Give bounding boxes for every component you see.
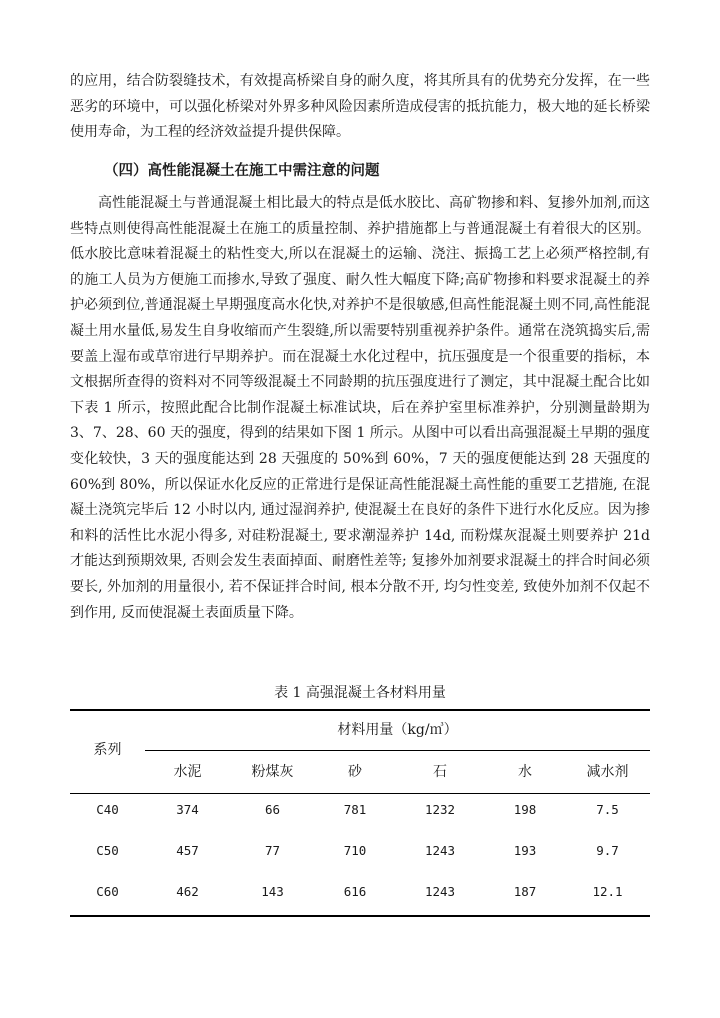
value-cell: 462: [176, 884, 199, 899]
value-cell: 12.1: [592, 884, 623, 899]
table-top-rule: [70, 709, 650, 711]
value-cell: 9.7: [596, 843, 619, 858]
series-cell: C60: [96, 884, 119, 899]
table-bottom-rule: [70, 915, 650, 917]
value-cell: 1243: [424, 843, 456, 858]
column-header: 水泥: [173, 764, 202, 780]
column-header: 粉煤灰: [251, 764, 294, 780]
table-header-rule: [70, 793, 650, 794]
series-cell: C40: [96, 802, 119, 817]
value-cell: 781: [343, 802, 367, 817]
column-header: 石: [433, 764, 447, 780]
value-cell: 193: [513, 843, 537, 858]
value-cell: 187: [513, 884, 537, 899]
row-header-label: 系列: [93, 742, 122, 758]
value-cell: 77: [264, 843, 281, 858]
value-cell: 7.5: [596, 802, 619, 817]
value-cell: 198: [513, 802, 537, 817]
value-cell: 374: [176, 802, 199, 817]
series-cell: C50: [96, 843, 119, 858]
value-cell: 1232: [424, 802, 456, 817]
column-header: 水: [518, 764, 532, 780]
group-header-label: 材料用量（kg/㎥）: [337, 722, 458, 738]
value-cell: 143: [261, 884, 284, 899]
value-cell: 1243: [424, 884, 456, 899]
table-group-rule: [145, 750, 650, 751]
value-cell: 66: [264, 802, 281, 817]
table-caption: 表 1 高强混凝土各材料用量: [274, 685, 446, 701]
value-cell: 457: [176, 843, 199, 858]
section-heading: （四）高性能混凝土在施工中需注意的问题: [104, 163, 380, 179]
body-paragraph: 高性能混凝土与普通混凝土相比最大的特点是低水胶比、高矿物掺和料、复掺外加剂,而这些特点则使得高性能混凝土在施工的质量控制、养护措施都上与普通混凝土有着很大的区别。低水胶比意味着混凝土的粘性变大,所以在混凝土的运输、浇注、振捣工艺上必须严格控制,有的施工人员为方便施工而掺水,导致了强度、耐久性大幅度下降;高矿物掺和料要求混凝土的养护必须到位,普通混凝土早期强度高水化快,对养护不是很敏感,但高性能混凝土则不同,高性能混凝土用水量低,易发生自身收缩而产生裂缝,所以需要特别重视养护条件。通常在浇筑捣实后,需要盖上湿布或草帘进行早期养护。而在混凝土水化过程中，抗压强度是一个很重要的指标，本文根据所查得的资料对不同等级混凝土不同龄期的抗压强度进行了测定，其中混凝土配合比如下表 1 所示，按照此配合比制作混凝土标准试块，后在养护室里标准养护，分别测量龄期为 3、7、28、60 天的强度，得到的结果如下图 1 所示。从图中可以看出高强混凝土早期的强度变化较快，3 天的强度能达到 28 天强度的 50%到 60%，7 天的强度便能达到 28 天强度的 60%到 80%，所以保证水化反应的正常进行是保证高性能混凝土高性能的重要工艺措施, 在混凝土浇筑完毕后 12 小时以内, 通过湿润养护, 使混凝土在良好的条件下进行水化反应。因为掺和料的活性比水泥小得多, 对硅粉混凝土, 要求潮湿养护 14d, 而粉煤灰混凝土则要养护 21d 才能达到预期效果, 否则会发生表面掉面、耐磨性差等; 复掺外加剂要求混凝土的拌合时间必须要长, 外加剂的用量很小, 若不保证拌合时间, 根本分散不开, 均匀性变差, 致使外加剂不仅起不到作用, 反而使混凝土表面质量下降。: [70, 195, 650, 621]
body-paragraph: 的应用，结合防裂缝技术，有效提高桥梁自身的耐久度，将其所具有的优势充分发挥，在一些恶劣的环境中，可以强化桥梁对外界多种风险因素所造成侵害的抵抗能力，极大地的延长桥梁使用寿命，为工程的经济效益提升提供保障。: [70, 73, 650, 141]
column-header: 减水剂: [586, 764, 629, 780]
column-header: 砂: [348, 764, 362, 780]
value-cell: 710: [343, 843, 367, 858]
value-cell: 616: [343, 884, 367, 899]
